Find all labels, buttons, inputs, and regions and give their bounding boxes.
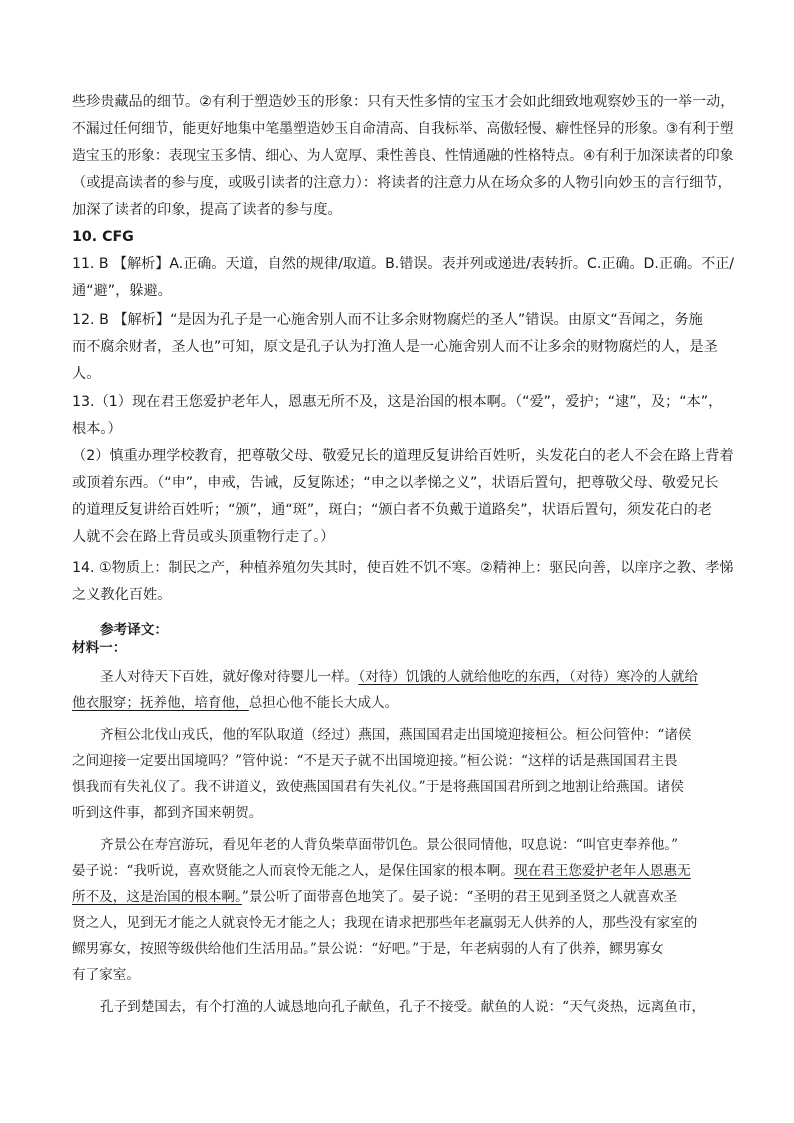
answer-line: 造宝玉的形象：表现宝玉多情、细心、为人宽厚、秉性善良、性情通融的性格特点。④有利于加深读者的印象 (72, 148, 734, 164)
translation-line: 齐景公在寿宫游玩，看见年老的人背负柴草面带饥色。景公很同情他，叹息说：“叫官吏奉养他。” (100, 837, 679, 853)
answer-line: 人就不会在路上背员或头顶重物行走了。） (72, 529, 335, 545)
answer-line: 10. CFG (72, 229, 134, 245)
translation-line (72, 861, 691, 881)
answer-line: 11. B 【解析】A.正确。天道，自然的规律/取道。B.错误。表并列或递进/表转折。C.正确。D.正确。不正/ (72, 256, 735, 272)
answer-line: 而不腐余财者，圣人也”可知，原文是孔子认为打渔人是一心施舍别人而不让多余的财物腐烂的人，是圣 (72, 339, 718, 355)
translation-text: ”景公听了面带喜色地笑了。晏子说：“圣明的君王见到圣贤之人就喜欢圣 (241, 889, 678, 905)
translation-text: 圣人对待天下百姓，就好像对待婴儿一样。 (100, 669, 359, 685)
translation-text: 总担心他不能长大成人。 (248, 695, 399, 711)
answer-line: 加深了读者的印象，提高了读者的参与度。 (72, 202, 342, 218)
answer-line: 通“避”，躲避。 (72, 283, 172, 299)
translation-line: 之间迎接一定要出国境吗？”管仲说：“不是天子就不出国境迎接。”桓公说：“这样的话是燕国国君主畏 (72, 753, 678, 769)
answer-line: （2）慎重办理学校教育，把尊敬父母、敬爱兄长的道理反复讲给百姓听，头发花白的老人不会在路上背着 (72, 448, 734, 464)
translation-line: 有了家室。 (72, 967, 140, 983)
translation-line (100, 667, 698, 687)
answer-line: 人。 (72, 366, 101, 382)
translation-line: 贤之人，见到无才能之人就哀怜无才能之人；我现在请求把那些年老羸弱无人供养的人，那些没有家室的 (72, 915, 698, 931)
underlined-text: 现在君王您爱护老年人恩惠无 (513, 863, 691, 879)
translation-line: 孔子到楚国去，有个打渔的人诚恳地向孔子献鱼，孔子不接受。献鱼的人说：“天气炎热，远离鱼市， (100, 999, 706, 1015)
translation-line (72, 693, 398, 713)
translation-line: 听到这件事，都到齐国来朝贺。 (72, 805, 263, 821)
answer-line: 不漏过任何细节，能更好地集中笔墨塑造妙玉自命清高、自我标举、高傲轻慢、癖性怪异的形象。③有利于塑 (72, 121, 734, 137)
answer-line: （或提高读者的参与度，或吸引读者的注意力）：将读者的注意力从在场众多的人物引向妙玉的言行细节， (72, 175, 732, 191)
translation-line: 鳏男寡女，按照等级供给他们生活用品。”景公说：“好吧。”于是，年老病弱的人有了供养，鳏男寡女 (72, 941, 664, 957)
answer-line: 12. B 【解析】“是因为孔子是一心施舍别人而不让多余财物腐烂的圣人”错误。由原文“吾闻之，务施 (72, 312, 703, 328)
answer-line: 的道理反复讲给百姓听；“颁”，通“斑”，斑白；“颁白者不负戴于道路矣”，状语后置句，须发花白的老 (72, 502, 712, 518)
underlined-text: （对待）饥饿的人就给他吃的东西，（对待）寒冷的人就给 (358, 669, 699, 685)
translation-line: 惧我而有失礼仪了。我不讲道义，致使燕国国君有失礼仪。”于是将燕国国君所到之地割让给燕国。诸侯 (72, 779, 684, 795)
translation-line: 齐桓公北伐山戎氏，他的军队取道（经过）燕国，燕国国君走出国境迎接桓公。桓公问管仲：“诸侯 (100, 727, 692, 743)
material-one-label: 材料一： (72, 640, 127, 656)
answer-line: 或顶着东西。（“申”，申戒，告诫，反复陈述；“申之以孝悌之义”，状语后置句，把尊敬父母、敬爱兄长 (72, 475, 719, 491)
answer-line: 些珍贵藏品的细节。②有利于塑造妙玉的形象：只有天性多情的宝玉才会如此细致地观察妙玉的一举一动， (72, 94, 735, 110)
underlined-text: 所不及，这是治国的根本啊。 (72, 889, 242, 905)
translation-text: 晏子说：“我听说，喜欢贤能之人而哀怜无能之人，是保住国家的根本啊。 (72, 863, 514, 879)
answer-line: 14. ①物质上：制民之产，种植养殖勿失其时，使百姓不饥不寒。②精神上：驱民向善，以庠序之教、孝悌 (72, 560, 734, 576)
translation-line (72, 887, 677, 907)
underlined-text: 他衣服穿；抚养他，培育他， (72, 695, 249, 711)
answer-line: 13.（1）现在君王您爱护老年人，恩惠无所不及，这是治国的根本啊。（“爱”，爱护；“逮”，及；“本”， (72, 394, 723, 410)
answer-line: 之义教化百姓。 (72, 587, 172, 603)
answer-line: 根本。） (72, 421, 122, 437)
translation-heading: 参考译文： (100, 622, 168, 638)
